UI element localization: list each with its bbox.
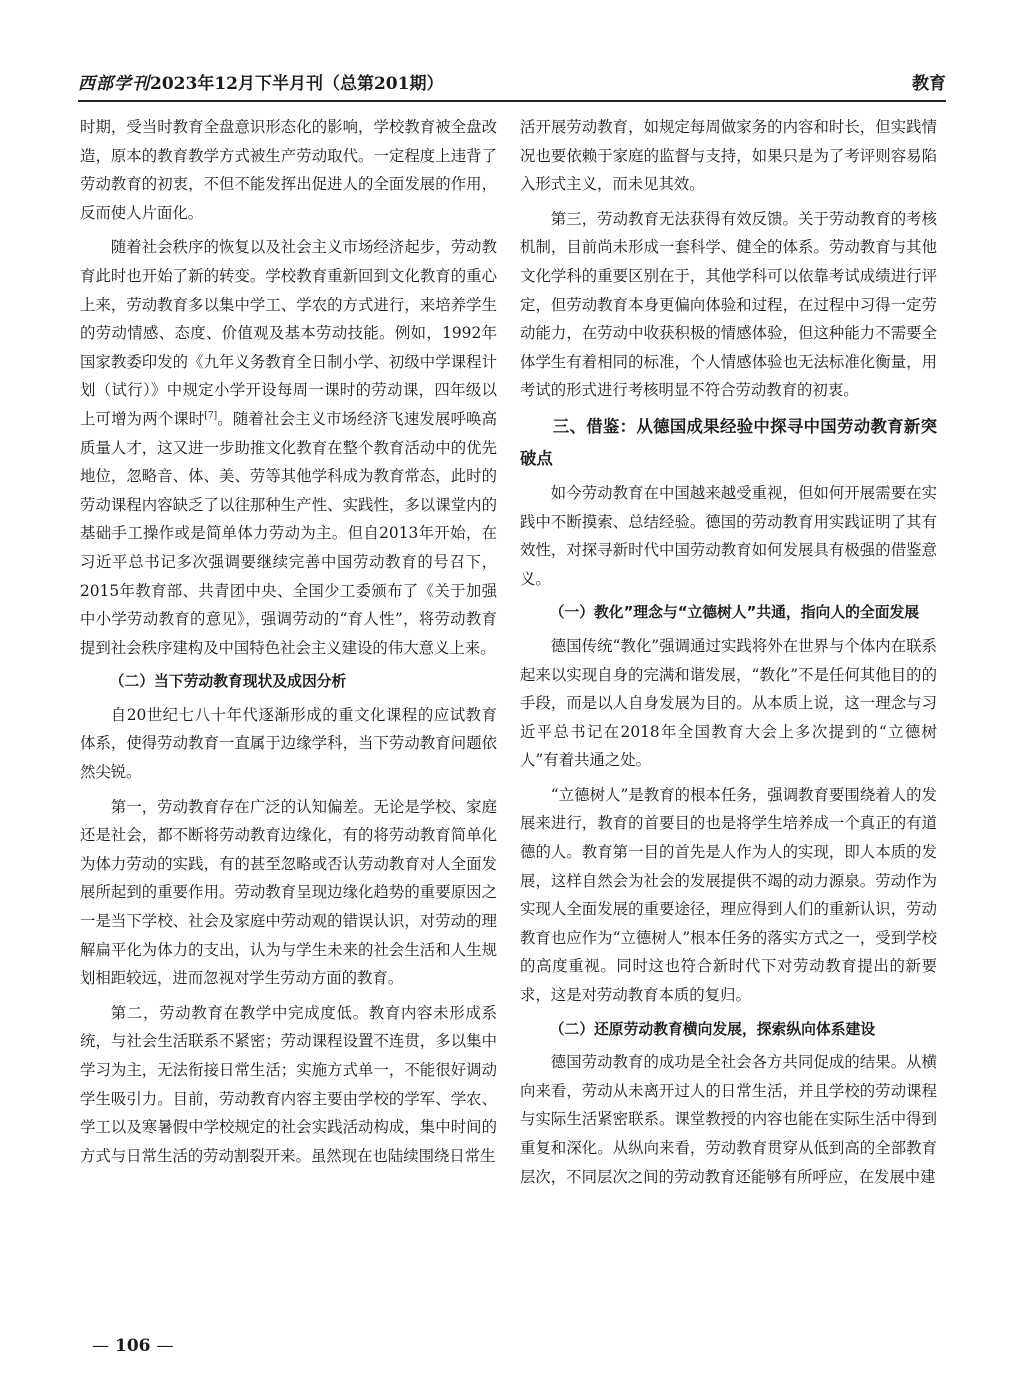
section-title: 教育 (912, 74, 946, 94)
paragraph: 第二，劳动教育在教学中完成度低。教育内容未形成系统，与社会生活联系不紧密；劳动课程设置不连贯，多以集中学习为主，无法衔接日常生活；实施方式单一，不能很好调动学生吸引力。目前，劳动教育内容主要由学校的学军、学农、学工以及寒暑假中学校规定的社会实践活动构成，集中时间的方式与日常生活的劳动割裂开来。虽然现在也陆续围绕日常生 (80, 1003, 497, 1165)
paragraph: 时期，受当时教育全盘意识形态化的影响，学校教育被全盘改造，原本的教育教学方式被生产劳动取代。一定程度上违背了劳动教育的初衷，不但不能发挥出促进人的全面发展的作用，反而使人片面化。 (80, 118, 497, 222)
paragraph: 德国劳动教育的成功是全社会各方共同促成的结果。从横向来看，劳动从未离开过人的日常生活，并且学校的劳动课程与实际生活紧密联系。课堂教授的内容也能在实际生活中得到重复和深化。从纵向来看，劳动教育贯穿从低到高的全部教育层次，不同层次之间的劳动教育还能够有所呼应，在发展中建 (520, 1053, 937, 1186)
page-header (78, 70, 946, 100)
journal-info (78, 70, 443, 98)
section-heading: 三、借鉴：从德国成果经验中探寻中国劳动教育新突破点 (520, 416, 937, 468)
page-footer (92, 1334, 174, 1358)
journal-logo: 西部学刊 (78, 74, 150, 94)
paragraph: 活开展劳动教育，如规定每周做家务的内容和时长，但实践情况也要依赖于家庭的监督与支持，如果只是为了考评则容易陷入形式主义，而未见其效。 (520, 118, 937, 194)
paragraph: 如今劳动教育在中国越来越受重视，但如何开展需要在实践中不断摸索、总结经验。德国的劳动教育用实践证明了其有效性，对探寻新时代中国劳动教育如何发展具有极强的借鉴意义。 (520, 483, 937, 588)
journal-issue: 2023年12月下半月刊（总第201期） (150, 74, 444, 94)
header-rule (78, 100, 946, 102)
paragraph: 第三，劳动教育无法获得有效反馈。关于劳动教育的考核机制，目前尚未形成一套科学、健全的体系。劳动教育与其他文化学科的重要区别在于，其他学科可以依靠考试成绩进行评定，但劳动教育本身更偏向体验和过程，在过程中习得一定劳动能力，在劳动中收获积极的情感体验，但这种能力不需要全体学生有着相同的标准，个人情感体验也无法标准化衡量，用考试的形式进行考核明显不符合劳动教育的初衷。 (520, 209, 937, 400)
citation-ref: [7] (204, 410, 218, 421)
paragraph-text: 。随着社会主义市场经济飞速发展呼唤高质量人才，这又进一步助推文化教育在整个教育活动中的优先地位，忽略音、体、美、劳等其他学科成为教育常态，此时的劳动课程内容缺乏了以往那种生产性、实践性，多以课堂内的基础手工操作或是简单体力劳动为主。但自2013年开始，在习近平总书记多次强调要继续完善中国劳动教育的号召下，2015年教育部、共青团中央、全国少工委颁布了《关于加强中小学劳动教育的意见》，强调劳动的“育人性”，将劳动教育提到社会秩序建构及中国特色社会主义建设的伟大意义上来。 (80, 409, 497, 657)
paragraph (80, 233, 497, 662)
footer-dash: — (156, 1336, 174, 1356)
paragraph: 第一，劳动教育存在广泛的认知偏差。无论是学校、家庭还是社会，都不断将劳动教育边缘化，有的将劳动教育简单化为体力劳动的实践，有的甚至忽略或否认劳动教育对人全面发展所起到的重要作用。劳动教育呈现边缘化趋势的重要原因之一是当下学校、社会及家庭中劳动观的错误认识，对劳动的理解扁平化为体力的支出，认为与学生未来的社会生活和人生规划相距较远，进而忽视对学生劳动方面的教育。 (80, 797, 497, 988)
subsection-heading: （一）教化”理念与“立德树人”共通，指向人的全面发展 (549, 604, 920, 622)
footer-dash: — (92, 1336, 109, 1356)
right-column (520, 113, 937, 1197)
subsection-heading: （二）还原劳动教育横向发展，探索纵向体系建设 (549, 1020, 876, 1038)
left-column (80, 113, 497, 1176)
subsection-heading: （二）当下劳动教育现状及成因分析 (109, 673, 347, 691)
page-number: 106 (115, 1336, 151, 1356)
paragraph-text: 随着社会秩序的恢复以及社会主义市场经济起步，劳动教育此时也开始了新的转变。学校教育重新回到文化教育的重心上来，劳动教育多以集中学工、学农的方式进行，来培养学生的劳动情感、态度、价值观及基本劳动技能。例如，1992年国家教委印发的《九年义务教育全日制小学、初级中学课程计划（试行）》中规定小学开设每周一课时的劳动课，四年级以上可增为两个课时 (80, 238, 497, 428)
paragraph: 自20世纪七八十年代逐渐形成的重文化课程的应试教育体系，使得劳动教育一直属于边缘学科，当下劳动教育问题依然尖锐。 (80, 705, 497, 782)
paragraph: 德国传统“教化”强调通过实践将外在世界与个体内在联系起来以实现自身的完满和谐发展，“教化”不是任何其他目的的手段，而是以人自身发展为目的。从本质上说，这一理念与习近平总书记在2018年全国教育大会上多次提到的“立德树人”有着共通之处。 (520, 636, 937, 770)
paragraph: “立德树人”是教育的根本任务，强调教育要围绕着人的发展来进行，教育的首要目的也是将学生培养成一个真正的有道德的人。教育第一目的首先是人作为人的实现，即人本质的发展，这样自然会为社会的发展提供不竭的动力源泉。劳动作为实现人全面发展的重要途径，理应得到人们的重新认识，劳动教育也应作为“立德树人”根本任务的落实方式之一，受到学校的高度重视。同时这也符合新时代下对劳动教育提出的新要求，这是对劳动教育本质的复归。 (520, 785, 937, 1005)
